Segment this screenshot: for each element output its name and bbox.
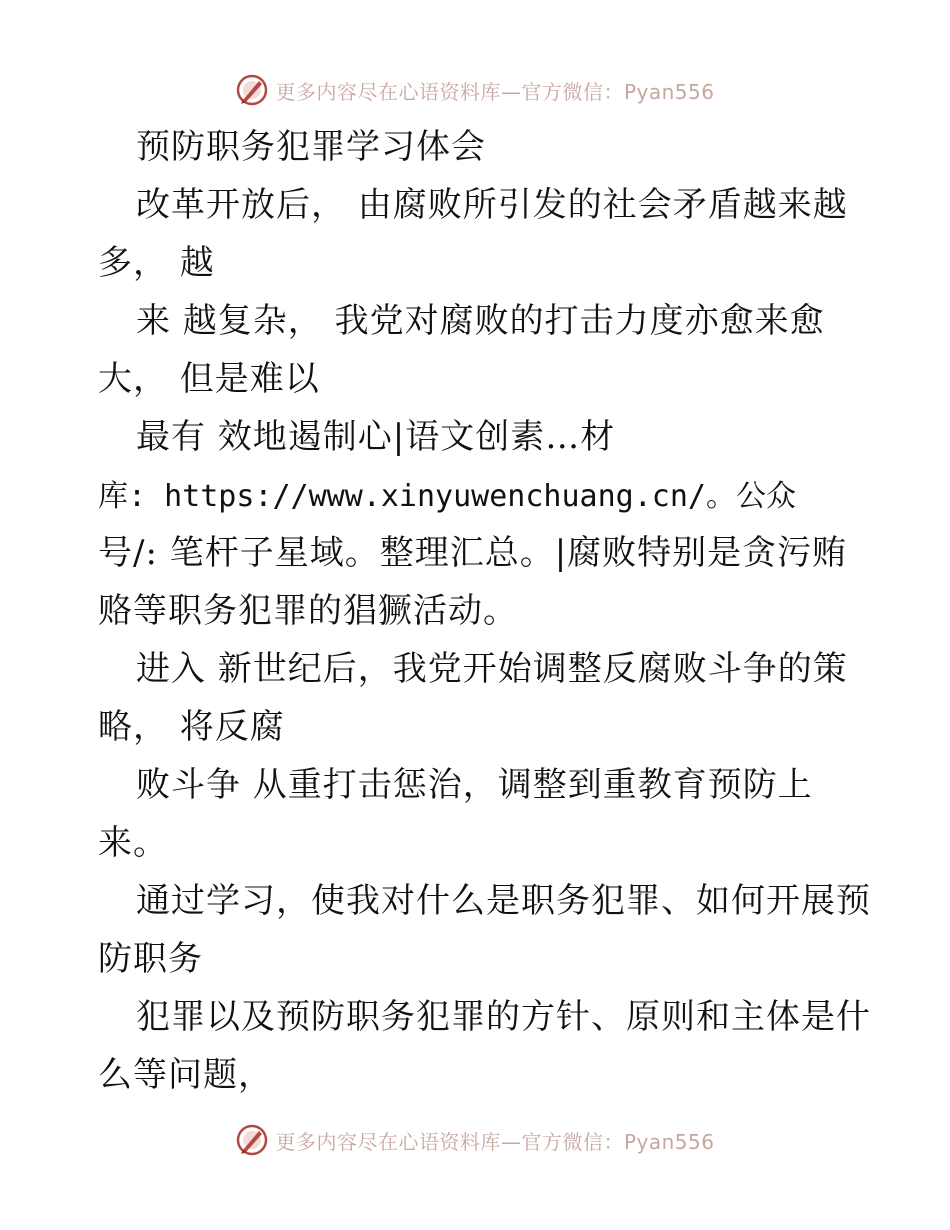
text-line: 来。 [98, 823, 168, 863]
text-line: 来 越复杂， 我党对腐败的打击力度亦愈来愈 [136, 301, 825, 341]
text-line: 防职务 [98, 939, 203, 979]
text-line: 通过学习，使我对什么是职务犯罪、如何开展预 [136, 881, 871, 921]
text-line: 进入 新世纪后，我党开始调整反腐败斗争的策 [136, 649, 848, 689]
text-line: 败斗争 从重打击惩治，调整到重教育预防上 [136, 765, 813, 805]
header-watermark [0, 70, 950, 110]
text-line: 赂等职务犯罪的猖獗活动。 [98, 591, 518, 631]
text-line: 改革开放后， 由腐败所引发的社会矛盾越来越 [136, 185, 848, 225]
pen-logo-icon [235, 73, 269, 107]
watermark-text: 更多内容尽在心语资料库—官方微信：Pyan556 [275, 79, 715, 104]
text-line: 略， 将反腐 [98, 707, 285, 747]
footer-watermark [0, 1120, 950, 1160]
pen-logo-icon [235, 1123, 269, 1157]
text-line: 库: https://www.xinyuwenchuang.cn/。公众 [98, 479, 796, 514]
text-line: 大， 但是难以 [98, 359, 320, 399]
text-line: 犯罪以及预防职务犯罪的方针、原则和主体是什 [136, 997, 871, 1037]
text-line: 么等问题， [98, 1055, 273, 1095]
text-line: 最有 效地遏制心|语文创素…材 [136, 417, 616, 457]
document-title: 预防职务犯罪学习体会 [136, 127, 486, 167]
watermark-text: 更多内容尽在心语资料库—官方微信：Pyan556 [275, 1129, 715, 1154]
text-line: 号/: 笔杆子星域。整理汇总。|腐败特别是贪污贿 [98, 533, 848, 573]
text-line: 多， 越 [98, 243, 215, 283]
